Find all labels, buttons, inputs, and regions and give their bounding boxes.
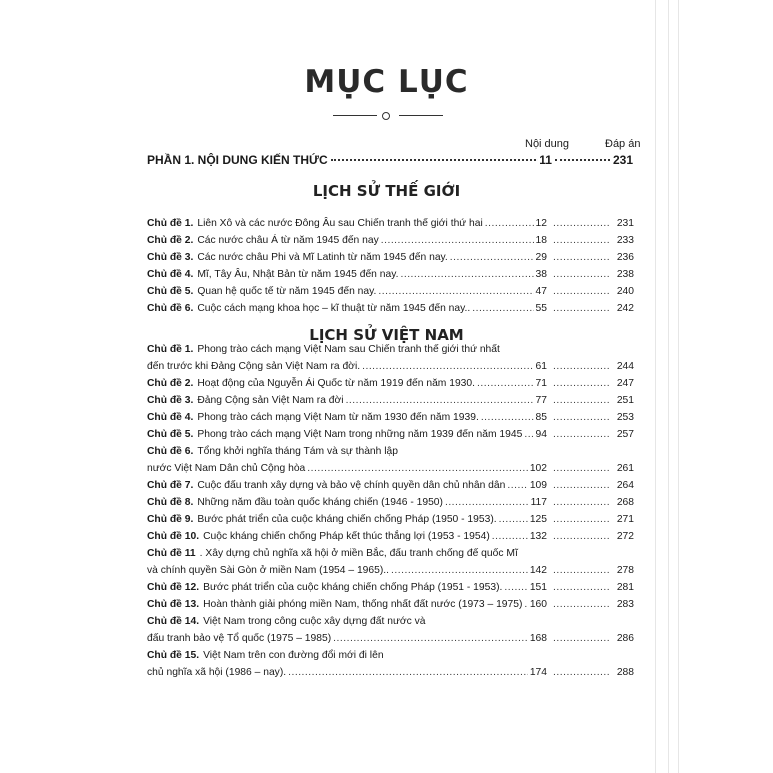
entry-title: Đảng Cộng sản Việt Nam ra đời [197, 395, 344, 406]
toc-entry [147, 283, 634, 300]
entry-answer-page: 261 [616, 463, 634, 474]
entry-page: 77 [535, 395, 547, 406]
entry-answer-page: 286 [616, 633, 634, 644]
entry-label: Chủ đề 12. [147, 582, 200, 593]
section-title-world: LỊCH SỬ THẾ GIỚI [312, 182, 461, 200]
entry-page: 61 [535, 361, 547, 372]
entry-label: Chủ đề 2. [147, 378, 194, 389]
entry-title: Cuộc đấu tranh xây dựng và bảo vệ chính quyền dân chủ nhân dân [197, 480, 506, 491]
entry-title: . Xây dựng chủ nghĩa xã hội ở miền Bắc, đấu tranh chống đế quốc Mĩ [199, 548, 518, 559]
toc-entry [147, 494, 634, 511]
part-label: PHẦN 1. NỘI DUNG KIẾN THỨC [147, 153, 328, 167]
entry-page: 132 [529, 531, 547, 542]
entry-answer-page: 271 [616, 514, 634, 525]
entry-label: Chủ đề 9. [147, 514, 194, 525]
entry-label: Chủ đề 4. [147, 412, 194, 423]
entry-title: Liên Xô và các nước Đông Âu sau Chiến tranh thế giới thứ hai [197, 218, 483, 229]
entry-title: Hoàn thành giải phóng miền Nam, thống nhất đất nước (1973 – 1975) [203, 599, 523, 610]
entry-answer-page: 247 [616, 378, 634, 389]
entry-label: Chủ đề 2. [147, 235, 194, 246]
part-page: 11 [539, 153, 552, 167]
entry-label: Chủ đề 6. [147, 303, 194, 314]
entry-label: Chủ đề 1. [147, 218, 194, 229]
answer-column-header: Đáp án [605, 138, 641, 150]
toc-entry [147, 409, 634, 426]
entry-page: 94 [535, 429, 547, 440]
toc-entry [147, 392, 634, 409]
toc-entry [147, 630, 634, 647]
entry-title-continued: và chính quyền Sài Gòn ở miền Nam (1954 – 1965).. [147, 565, 390, 576]
entry-title: Phong trào cách mạng Việt Nam sau Chiến tranh thế giới thứ nhất [197, 344, 500, 355]
entry-answer-page: 240 [616, 286, 634, 297]
entry-answer-page: 264 [616, 480, 634, 491]
entry-answer-page: 281 [616, 582, 634, 593]
entry-page: 85 [535, 412, 547, 423]
toc-entry [147, 266, 634, 283]
entry-title: Mĩ, Tây Âu, Nhật Bản từ năm 1945 đến nay. [197, 269, 399, 280]
entry-page: 117 [530, 497, 547, 508]
entry-label: Chủ đề 7. [147, 480, 194, 491]
entry-title: Quan hệ quốc tế từ năm 1945 đến nay. [197, 286, 377, 297]
entry-answer-page: 288 [616, 667, 634, 678]
entry-label: Chủ đề 14. [147, 616, 200, 627]
entry-answer-page: 268 [616, 497, 634, 508]
entry-page: 142 [529, 565, 547, 576]
entry-title: Tổng khởi nghĩa tháng Tám và sự thành lập [197, 446, 398, 457]
entry-label: Chủ đề 5. [147, 429, 194, 440]
entry-title: Các nước châu Phi và Mĩ Latinh từ năm 1945 đến nay. [197, 252, 448, 263]
toc-entry [147, 664, 634, 681]
toc-entry [147, 358, 634, 375]
entry-page: 168 [529, 633, 547, 644]
entry-title-continued: đấu tranh bảo vệ Tổ quốc (1975 – 1985) [147, 633, 332, 644]
entry-label: Chủ đề 8. [147, 497, 194, 508]
toc-entry [147, 460, 634, 477]
toc-entry [147, 613, 634, 630]
toc-entry [147, 249, 634, 266]
entry-answer-page: 257 [616, 429, 634, 440]
entry-label: Chủ đề 11 [147, 548, 196, 559]
toc-entry [147, 232, 634, 249]
entry-title: Những năm đầu toàn quốc kháng chiến (1946 - 1950) [197, 497, 443, 508]
entry-label: Chủ đề 4. [147, 269, 194, 280]
entry-title: Các nước châu Á từ năm 1945 đến nay [197, 235, 379, 246]
title-ornament [333, 112, 443, 120]
entry-page: 18 [535, 235, 547, 246]
entry-page: 38 [535, 269, 547, 280]
part-heading [147, 153, 633, 167]
entry-title: Cuộc cách mạng khoa học – kĩ thuật từ năm 1945 đến nay.. [197, 303, 471, 314]
content-column-header: Nội dung [525, 138, 570, 150]
entry-title: Việt Nam trên con đường đổi mới đi lên [203, 650, 384, 661]
toc-entry [147, 545, 634, 562]
toc-entry [147, 215, 634, 232]
entry-answer-page: 236 [616, 252, 634, 263]
entry-title: Cuộc kháng chiến chống Pháp kết thúc thắng lợi (1953 - 1954) [203, 531, 490, 542]
toc-entry [147, 596, 634, 613]
part-answer: 231 [612, 153, 633, 167]
toc-entry [147, 477, 634, 494]
entry-title-continued: đến trước khi Đảng Cộng sản Việt Nam ra đời. [147, 361, 361, 372]
entry-title-continued: nước Việt Nam Dân chủ Cộng hòa [147, 463, 306, 474]
entry-title: Bước phát triển của cuộc kháng chiến chống Pháp (1951 - 1953). [203, 582, 503, 593]
entry-page: 151 [529, 582, 547, 593]
toc-entry [147, 647, 634, 664]
entry-answer-page: 238 [616, 269, 634, 280]
entry-page: 125 [529, 514, 547, 525]
entry-page: 12 [535, 218, 547, 229]
entry-label: Chủ đề 1. [147, 344, 194, 355]
entry-answer-page: 231 [616, 218, 634, 229]
toc-entry [147, 426, 634, 443]
entry-page: 47 [535, 286, 547, 297]
entry-answer-page: 272 [616, 531, 634, 542]
entry-page: 102 [529, 463, 547, 474]
toc-entry [147, 579, 634, 596]
entry-title: Hoạt động của Nguyễn Ái Quốc từ năm 1919 đến năm 1930. [197, 378, 475, 389]
toc-entry [147, 562, 634, 579]
entry-answer-page: 233 [616, 235, 634, 246]
entry-page: 174 [529, 667, 547, 678]
entry-answer-page: 251 [616, 395, 634, 406]
toc-entry [147, 511, 634, 528]
entry-label: Chủ đề 6. [147, 446, 194, 457]
entry-title-continued: chủ nghĩa xã hội (1986 – nay). [147, 667, 287, 678]
entry-page: 71 [535, 378, 547, 389]
entry-page: 160 [529, 599, 547, 610]
entry-page: 55 [535, 303, 547, 314]
entry-page: 29 [535, 252, 547, 263]
entry-title: Phong trào cách mạng Việt Nam trong những năm 1939 đến năm 1945 [197, 429, 523, 440]
toc-entry [147, 375, 634, 392]
toc-entry [147, 443, 634, 460]
entry-label: Chủ đề 3. [147, 395, 194, 406]
entry-label: Chủ đề 13. [147, 599, 200, 610]
entry-answer-page: 253 [616, 412, 634, 423]
entry-label: Chủ đề 3. [147, 252, 194, 263]
entry-page: 109 [529, 480, 547, 491]
entry-answer-page: 244 [616, 361, 634, 372]
entry-label: Chủ đề 10. [147, 531, 200, 542]
page-title: MỤC LỤC [304, 64, 469, 100]
toc-entry [147, 300, 634, 317]
entry-answer-page: 242 [616, 303, 634, 314]
entry-title: Việt Nam trong công cuộc xây dựng đất nước và [203, 616, 426, 627]
entry-label: Chủ đề 15. [147, 650, 200, 661]
entry-label: Chủ đề 5. [147, 286, 194, 297]
entry-title: Bước phát triển của cuộc kháng chiến chống Pháp (1950 - 1953). [197, 514, 497, 525]
entry-answer-page: 278 [616, 565, 634, 576]
section-title-vietnam: LỊCH SỬ VIỆT NAM [309, 326, 464, 344]
toc-entry [147, 528, 634, 545]
entry-title: Phong trào cách mạng Việt Nam từ năm 1930 đến năm 1939. [197, 412, 479, 423]
entry-answer-page: 283 [616, 599, 634, 610]
